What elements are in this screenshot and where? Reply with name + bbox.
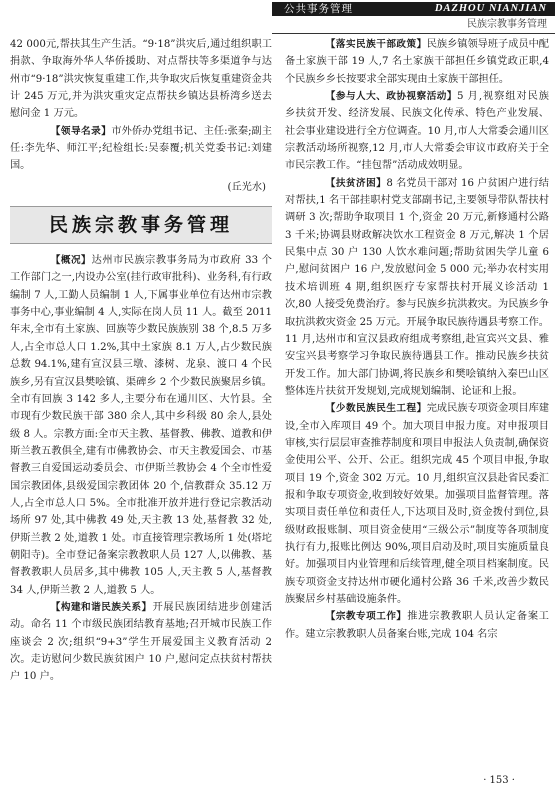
left-column: [10, 36, 272, 686]
section-title: 民族宗教事务管理: [48, 213, 233, 236]
header-subsection: 民族宗教事务管理: [467, 19, 547, 30]
overview-tag: 【概况】: [50, 255, 92, 267]
religion-tag: 【宗教专项工作】: [325, 611, 407, 623]
overview-paragraph: [10, 252, 272, 599]
leader-paragraph: [10, 123, 272, 175]
attribution: (丘光水): [227, 181, 266, 193]
running-header-band: [272, 2, 555, 16]
page-number: · 153 ·: [483, 775, 515, 786]
fund-tag: 【少数民族民生工程】: [325, 403, 427, 415]
religion-text: 推进宗教教职人员认定备案工作。建立宗教教职人员备案台账,完成 104 名宗: [285, 611, 549, 640]
fund-text: 完成民族专项资金项目库建设,全市入库项目 49 个。加大项目申报力度。对申报项目审核,实行层层审查推荐制度和项目申报法人负责制,确保资金使用公平、公开、公正。组织完成 45 个项目申报,争取项目 19 个,资金 302 万元。10 月,组织宣汉县赴省民委汇报和争取专项资金,收到较好效果。加强项目监督管理。落实项目责任单位和责任人,下达项目及时,资金拨付到位,县级财政报账制、项目资金使用“三级公示”制度等各项制度执行有力,报账比例达 90%,项目启动及时,项目实施质量良好。加强项目内业管理和后续管理,健全项目档案制度。民族专项资金支持达州市硬化通村公路 36 千米,改善少数民族聚居乡村基础设施条件。: [285, 403, 549, 605]
header-section-name: 公共事务管理: [284, 3, 353, 15]
leader-text: 市外侨办党组书记、主任:张秦;副主任:李先华、师江平;纪检组长:吴泰覆;机关党委书记:刘建国。: [10, 125, 272, 172]
overview-text: 达州市民族宗教事务局为市政府 33 个工作部门之一,内设办公室(挂行政审批科)、业务科,有行政编制 7 人,工勤人员编制 1 人,下属事业单位有达州市宗教事务中心,事业编制 4 人,实际在岗人员 11 人。截至 2011 年末,全市有土家族、回族等少数民族族别 38 个,8.5 万多人,占全市总人口 1.2%,其中土家族 8.1 万人,占少数民族总数 94.1%,建有宣汉县三墩、漆树、龙泉、渡口 4 个民族乡,另有宣汉县樊哙镇、渠碑乡 2 个少数民族聚居乡镇。全市有回族 3 142 多人,主要分布在通川区、大竹县。全市现有少数民族干部 380 余人,其中乡科级 80 余人,县处级 8 人。宗教方面:全市天主教、基督教、佛教、道教和伊斯兰教五教俱全,建有市佛教协会、市天主教爱国会、市基督教三自爱国运动委员会、市伊斯兰教协会 4 个全市性爱国宗教团体,县级爱国宗教团体 20 个,信教群众 35.12 万人,占全市总人口 5%。全市批准开放并进行登记宗教活动场所 97 处,其中佛教 49 处,天主教 13 处,基督教 32 处,伊斯兰教 2 处,道教 1 处。市直接管理宗教场所 1 处(塔坨朝阳寺)。全市登记备案宗教教职人员 127 人,以佛教、基督教教职人员居多,其中佛教 105 人,天主教 5 人,基督教 34 人,伊斯兰教 2 人,道教 5 人。: [10, 255, 272, 596]
cadre-tag: 【落实民族干部政策】: [325, 39, 427, 50]
poverty-paragraph: [285, 175, 549, 400]
section-title-box: [10, 206, 272, 244]
intro-paragraph: 42 000元,帮扶其生产生活。“9·18”洪灾后,通过组织职工捐款、争取海外华人华侨援助、对点帮扶等多渠道争与达州市“9·18”洪灾恢复重建工作,共争取灾后恢复重建资金共计 245 万元,并为洪灾重灾定点帮扶乡镇达县桥湾乡送去慰问金 1 万元。: [10, 39, 272, 120]
header-divider: [272, 33, 555, 34]
congress-paragraph: [285, 88, 549, 175]
religion-paragraph: [285, 608, 549, 643]
header-journal-name: DAZHOU NIANJIAN: [434, 3, 547, 14]
fund-paragraph: [285, 400, 549, 608]
unity-tag: 【构建和谐民族关系】: [50, 601, 152, 613]
poverty-text: 8 名党员干部对 16 户贫困户进行结对帮扶,1 名干部挂职村党支部副书记,主要领导带队帮扶村调研 3 次;帮助争取项目 1 个,资金 20 万元,新修通村公路 3 千米;协调县财政解决饮水工程资金 8 万元,解决 1 个居民集中点 30 户 130 人饮水难问题;帮助贫困失学儿童 6 户,慰问贫困户 16 户,发放慰问金 5 000 元;举办农村实用技术培训班 4 期,组织医疗专家帮扶村开展义诊活动 1 次,80 人接受免费治疗。参与民族乡抗洪救灾。为民族乡争取抗洪救灾资金 25 万元。开展争取民族待遇县考察工作。11 月,达州市和宣汉县政府组成考察组,赴宣宾兴文县、雅安宝兴县考察学习争取民族待遇县工作。推动民族乡扶贫开发工作。加大部门协调,将民族乡和樊哙镇纳入秦巴山区整体连片扶贫开发规划,完成规划编制、论证和上报。: [285, 177, 549, 397]
congress-text: 5 月,视察组对民族乡扶贫开发、经济发展、民族文化传承、特色产业发展、社会事业建设进行全方位调查。10 月,市人大常委会通川区宗教活动场所视察,12 月,市人大常委会审议市政府关于全市民宗教工作。“挂包帮”活动成效明显。: [285, 91, 549, 172]
unity-paragraph: [10, 599, 272, 686]
leader-tag: 【领导名录】: [50, 125, 112, 137]
right-column: [285, 36, 549, 643]
unity-text: 开展民族团结进步创建活动。命名 11 个市级民族团结教育基地;召开城市民族工作座谈会 2 次;组织“9+3”学生开展爱国主义教育活动 2 次。走访慰问少数民族贫困户 10 户,慰问定点扶贫村帮扶户 10 户。: [10, 601, 272, 683]
cadre-text: 民族乡镇领导班子成员中配备土家族干部 19 人,7 名土家族干部担任乡镇党政正职,4 个民族乡乡长按要求全部实现由土家族干部担任。: [285, 39, 549, 85]
congress-tag: 【参与人大、政协视察活动】: [325, 91, 457, 103]
poverty-tag: 【扶贫济困】: [325, 177, 387, 189]
cadre-paragraph: [285, 36, 549, 88]
